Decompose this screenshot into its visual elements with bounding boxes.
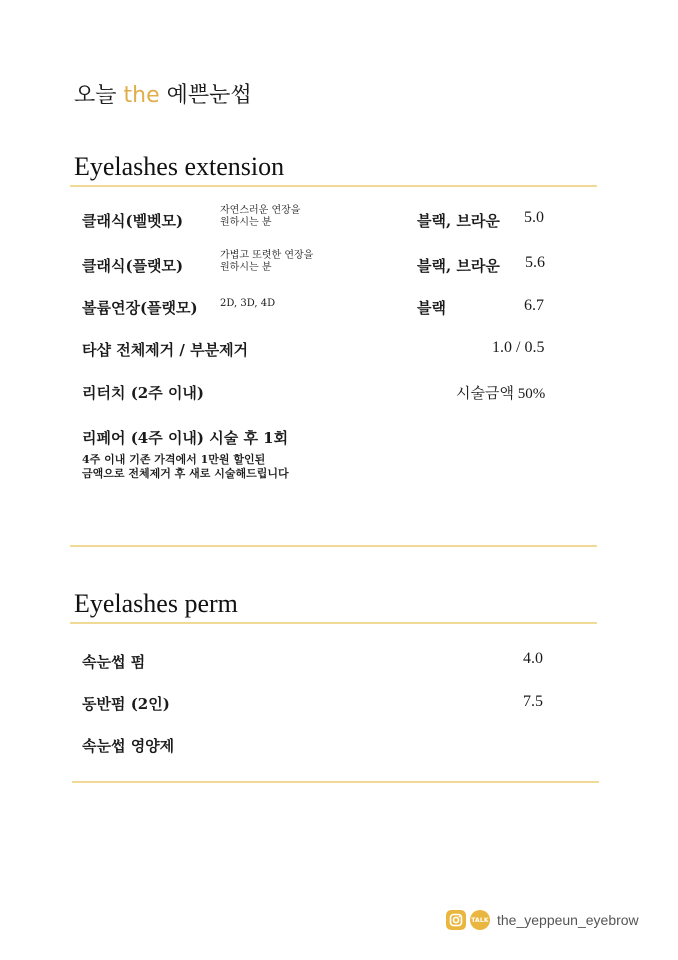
brand-highlight: the (123, 83, 160, 108)
repair-desc-line: 금액으로 전체제거 후 새로 시술해드립니다 (82, 467, 289, 480)
repair-desc-line: 4주 이내 기존 가격에서 1만원 할인된 (82, 453, 266, 466)
perm-item-price: 7.5 (523, 693, 543, 710)
perm-section-title: Eyelashes perm (74, 589, 238, 618)
extension-item-color: 블랙 (417, 299, 446, 317)
brand-title (74, 78, 252, 109)
perm-item-name: 속눈썹 영양제 (82, 737, 175, 755)
note-line: 자연스러운 연장을 (220, 205, 301, 216)
brand-prefix: 오늘 (74, 83, 124, 108)
extension-item-price: 6.7 (524, 297, 544, 314)
social-handle: the_yeppeun_eyebrow (497, 912, 639, 928)
note-line: 원하시는 분 (220, 217, 272, 228)
retouch-name: 리터치 (2주 이내) (82, 384, 205, 402)
extension-item-price: 5.6 (525, 254, 545, 271)
extension-item-note: 2D, 3D, 4D (220, 298, 276, 309)
extension-item-name: 볼륨연장(플랫모) (82, 299, 198, 317)
removal-price: 1.0 / 0.5 (492, 339, 545, 356)
repair-name: 리페어 (4주 이내) 시술 후 1회 (82, 429, 289, 447)
removal-name: 타샵 전체제거 / 부분제거 (82, 341, 249, 359)
perm-item-name: 동반펌 (2인) (82, 695, 170, 713)
perm-item-name: 속눈썹 펌 (82, 653, 146, 671)
extension-section-rule (70, 545, 597, 547)
note-line: 가볍고 또렷한 연장을 (220, 250, 314, 261)
perm-item-price: 4.0 (523, 650, 543, 667)
note-line: 원하시는 분 (220, 262, 272, 273)
perm-title-rule (70, 622, 597, 624)
social-footer (446, 910, 639, 930)
extension-item-name: 클래식(플랫모) (82, 257, 184, 275)
extension-section-title: Eyelashes extension (74, 152, 285, 181)
talk-label: TALK (471, 916, 489, 924)
extension-title-rule (70, 185, 597, 187)
repair-description (82, 453, 289, 481)
extension-item-name: 클래식(벨벳모) (82, 212, 184, 230)
extension-item-price: 5.0 (524, 209, 544, 226)
extension-item-color: 블랙, 브라운 (417, 212, 500, 230)
extension-item-note (220, 250, 313, 274)
brand-suffix: 예쁜눈썹 (159, 83, 252, 108)
extension-item-note (220, 205, 300, 229)
instagram-icon (446, 910, 466, 930)
perm-section-rule (72, 781, 599, 783)
kakaotalk-icon (470, 910, 490, 930)
retouch-price: 시술금액 50% (456, 386, 546, 402)
extension-item-color: 블랙, 브라운 (417, 257, 500, 275)
